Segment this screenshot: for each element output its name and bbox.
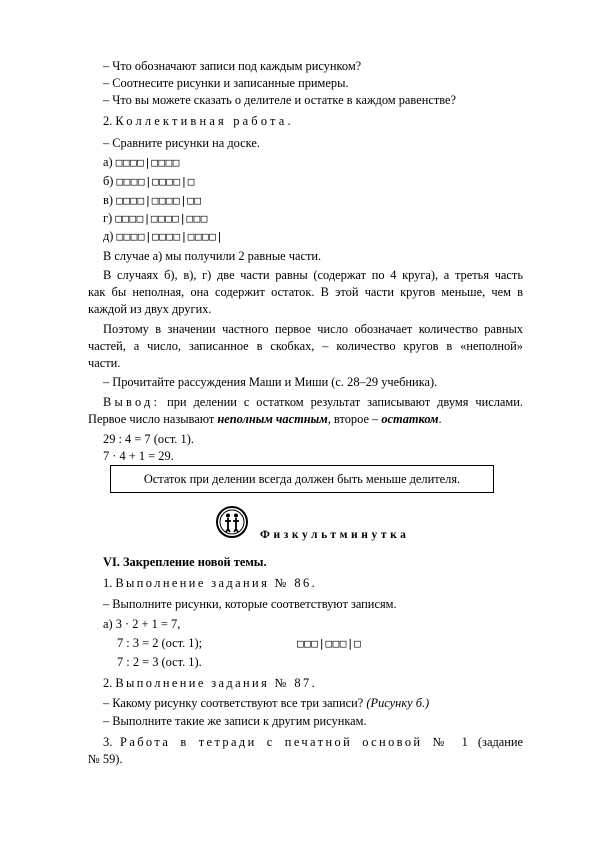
case-b-line-2: как бы неполная, она содержит остаток. В этой части кругов меньше, чем в [88,285,523,299]
conclusion-label: Вывод: [103,395,161,409]
equation-check: 7 · 4 + 1 = 29. [103,449,174,463]
picture-v-circles: □□□□|□□□□|□□ [116,194,202,207]
task-86-expr-c: 7 : 2 = 3 (ост. 1). [117,655,202,669]
picture-v [103,193,523,208]
picture-v-label: в) [103,193,117,207]
task-3-tail: (задание [470,735,524,749]
question-2: – Соотнесите рисунки и записанные примеры. [103,76,349,90]
conclusion-text-2a: Первое число называют [88,412,218,426]
picture-g-circles: □□□□|□□□□|□□□ [115,212,208,225]
therefore-line-3: части. [88,356,121,370]
task-87-heading [103,676,523,691]
conclusion-line-2 [88,412,523,427]
rule-text: Остаток при делении всегда должен быть меньше делителя. [143,471,461,486]
physical-break-label: Физкультминутка [260,529,410,541]
conclusion-text-2e: . [438,412,442,426]
picture-d-label: д) [103,229,117,243]
task-86-expr-b: 7 : 3 = 2 (ост. 1); [117,636,203,650]
picture-d [103,229,523,244]
picture-a [103,155,523,170]
task-86-expr-a: а) 3 · 2 + 1 = 7, [103,617,181,631]
task-3-tail-2: № 59). [88,752,123,766]
two-people-icon [216,506,248,538]
picture-b-circles: □□□□|□□□□|□ [116,175,195,188]
conclusion-line-1 [103,395,523,410]
picture-a-circles: □□□□|□□□□ [115,156,180,169]
task-86-title: Выполнение задания № 86. [115,576,318,590]
task-3-title: Работа в тетради с печатной основой № 1 [120,735,471,749]
picture-b-label: б) [103,174,117,188]
task-3-heading [103,735,523,750]
task-87-question-text: – Какому рисунку соответствуют все три записи? [103,696,367,710]
task-3-number: 3. [103,735,121,749]
picture-g-label: г) [103,211,116,225]
task-86-instruction: – Выполните рисунки, которые соответствуют записям. [103,597,397,611]
picture-g [103,211,523,226]
task-87-question [103,696,523,711]
section-2-title: Коллективная работа. [115,114,294,128]
rule-box [110,465,494,493]
case-a-text: В случае а) мы получили 2 равные части. [103,249,322,263]
compare-instruction: – Сравните рисунки на доске. [103,136,260,150]
case-b-line-1: В случаях б), в), г) две части равны (содержат по 4 круга), а третья часть [103,268,523,282]
section-6-heading: VI. Закрепление новой темы. [103,555,267,569]
task-87-number: 2. [103,676,116,690]
task-87-title: Выполнение задания № 87. [115,676,318,690]
section-2-number: 2. [103,114,116,128]
therefore-line-1: Поэтому в значении частного первое число обозначает количество равных [103,322,523,336]
conclusion-text-2c: , второе – [327,412,382,426]
task-86-picture: □□□|□□□|□ [297,637,362,650]
conclusion-text-1: при делении с остатком результат записывают двумя числами. [160,395,523,409]
picture-d-circles: □□□□|□□□□|□□□□| [116,230,224,243]
read-instruction: – Прочитайте рассуждения Маши и Миши (с. 28–29 учебника). [103,375,438,389]
task-87-instruction: – Выполните такие же записи к другим рисункам. [103,714,367,728]
question-3: – Что вы можете сказать о делителе и остатке в каждом равенстве? [103,93,457,107]
section-2-heading [103,114,523,129]
question-1: – Что обозначают записи под каждым рисунком? [103,59,362,73]
term-remainder: остатком [381,412,439,426]
equation-division: 29 : 4 = 7 (ост. 1). [103,432,194,446]
task-86-heading [103,576,523,591]
task-86-number: 1. [103,576,116,590]
picture-b [103,174,523,189]
term-incomplete-quotient: неполным частным [217,412,328,426]
picture-a-label: а) [103,155,116,169]
case-b-line-3: каждой из двух других. [88,302,212,316]
therefore-line-2: частей, а число, записанное в скобках, – количество кругов в «неполной» [88,339,523,353]
task-87-answer: (Рисунку б.) [366,696,430,710]
